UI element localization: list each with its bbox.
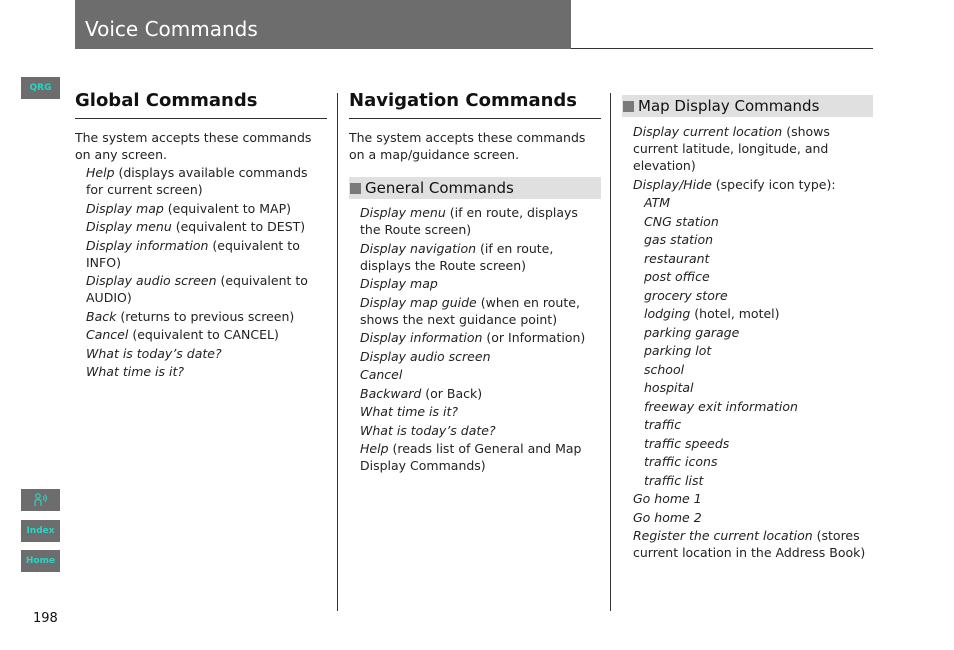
command-item — [349, 294, 601, 328]
command-note: (shows current latitude, longitude, and elevation) — [633, 124, 830, 173]
command-name: freeway exit information — [644, 398, 798, 414]
command-name: What is today’s date? — [86, 345, 222, 361]
command-name: Register the current location — [633, 528, 813, 543]
command-item — [349, 329, 601, 346]
command-name: post office — [644, 269, 710, 284]
command-item — [622, 435, 873, 452]
command-name: parking lot — [644, 343, 712, 358]
command-name: Display map — [360, 276, 438, 291]
navigation-intro: The system accepts these commands on a map/guidance screen. — [349, 130, 586, 162]
command-name: hospital — [644, 380, 694, 395]
command-item — [349, 275, 601, 292]
command-name: school — [644, 361, 685, 377]
header-rule — [571, 48, 873, 49]
global-commands-section — [75, 90, 327, 382]
command-item — [622, 287, 873, 304]
command-note: (displays available commands for current screen) — [86, 165, 308, 197]
command-item — [75, 363, 327, 380]
command-note: (if en route, displays the Route screen) — [360, 240, 554, 273]
qrg-tab[interactable]: QRG — [21, 77, 60, 99]
navigation-commands-title: Navigation Commands — [349, 90, 578, 111]
global-command-list — [75, 164, 327, 380]
command-name: Display/Hide — [633, 176, 712, 192]
command-name: Go home 1 — [633, 491, 702, 506]
column-divider — [337, 93, 338, 611]
command-name: Display audio screen — [86, 273, 217, 288]
command-name: restaurant — [644, 250, 710, 266]
command-note: (reads list of General and Map Display Commands) — [360, 441, 582, 473]
command-name: lodging — [644, 306, 691, 321]
command-name: traffic speeds — [644, 435, 730, 451]
command-name: Display map guide — [360, 294, 477, 310]
command-item — [349, 385, 601, 402]
command-item — [75, 237, 327, 271]
command-item — [622, 416, 873, 433]
command-name: What time is it? — [86, 364, 184, 379]
square-bullet-icon — [350, 183, 361, 194]
map-display-section — [622, 95, 873, 563]
command-name: ATM — [644, 195, 671, 210]
column-divider — [610, 93, 611, 611]
general-command-list — [349, 204, 601, 474]
command-name: Cancel — [86, 327, 129, 342]
map-display-command-list — [622, 123, 873, 561]
command-item — [75, 200, 327, 217]
command-note: (or Information) — [482, 330, 586, 345]
command-name: Display menu — [360, 205, 446, 220]
navigation-commands-section — [349, 90, 601, 476]
command-item — [622, 123, 873, 174]
command-item — [622, 527, 873, 561]
command-note: (equivalent to CANCEL) — [128, 327, 279, 342]
command-item — [75, 164, 327, 198]
map-display-title: Map Display Commands — [638, 97, 820, 115]
title-rule — [349, 118, 601, 119]
command-item — [622, 361, 873, 378]
command-item — [622, 176, 873, 193]
command-item — [622, 398, 873, 415]
command-item — [622, 472, 873, 489]
general-commands-subhead — [349, 177, 601, 199]
command-item — [622, 379, 873, 396]
command-name: What is today’s date? — [360, 422, 496, 438]
map-display-subhead — [622, 95, 873, 117]
command-item — [622, 342, 873, 359]
command-name: Display navigation — [360, 240, 477, 256]
command-note: (when en route, shows the next guidance point) — [360, 294, 580, 327]
command-name: Display information — [86, 237, 209, 253]
command-item — [622, 231, 873, 248]
command-item — [349, 204, 601, 238]
command-name: Backward — [360, 385, 422, 401]
command-item — [622, 305, 873, 322]
general-commands-title: General Commands — [365, 179, 514, 197]
command-name: Display current location — [633, 124, 783, 139]
home-tab[interactable]: Home — [21, 550, 60, 572]
command-name: CNG station — [644, 213, 719, 229]
command-name: Back — [86, 308, 117, 324]
command-name: grocery store — [644, 287, 728, 303]
command-note: (stores current location in the Address Book) — [633, 528, 866, 560]
command-item — [75, 326, 327, 343]
command-item — [622, 490, 873, 507]
command-note: (equivalent to MAP) — [163, 200, 291, 216]
header-bar — [75, 0, 571, 49]
command-name: Display information — [360, 330, 483, 345]
page-title: Voice Commands — [85, 17, 258, 41]
command-note: (equivalent to INFO) — [86, 237, 300, 270]
voice-command-tab[interactable] — [21, 489, 60, 511]
command-item — [349, 440, 601, 474]
command-item — [75, 308, 327, 325]
command-note: (equivalent to AUDIO) — [86, 273, 308, 305]
command-item — [75, 272, 327, 306]
command-name: traffic — [644, 417, 682, 432]
command-item — [622, 194, 873, 211]
command-name: Display menu — [86, 219, 172, 234]
command-name: Cancel — [360, 367, 403, 382]
command-item — [622, 509, 873, 526]
command-item — [349, 348, 601, 365]
command-name: What time is it? — [360, 404, 458, 419]
command-note: (or Back) — [421, 385, 483, 401]
command-item — [349, 403, 601, 420]
command-item — [75, 345, 327, 362]
command-item — [349, 366, 601, 383]
command-name: Display map — [86, 200, 164, 216]
index-tab[interactable]: Index — [21, 520, 60, 542]
command-name: Display audio screen — [360, 348, 491, 364]
command-item — [622, 324, 873, 341]
command-item — [622, 213, 873, 230]
command-item — [622, 250, 873, 267]
command-name: parking garage — [644, 324, 740, 340]
command-name: gas station — [644, 232, 714, 247]
command-item — [622, 268, 873, 285]
title-rule — [75, 118, 327, 119]
command-name: traffic icons — [644, 454, 718, 469]
global-intro: The system accepts these commands on any screen. — [75, 130, 312, 162]
command-note: (if en route, displays the Route screen) — [360, 205, 578, 237]
global-commands-title: Global Commands — [75, 90, 258, 111]
command-item — [349, 422, 601, 439]
command-item — [349, 240, 601, 274]
command-item — [75, 218, 327, 235]
command-item — [622, 453, 873, 470]
command-note: (equivalent to DEST) — [171, 219, 306, 234]
command-note: (specify icon type): — [711, 176, 836, 192]
command-name: Help — [86, 165, 115, 180]
voice-command-icon — [32, 492, 50, 508]
command-name: traffic list — [644, 472, 704, 488]
page-number: 198 — [33, 611, 58, 626]
command-name: Help — [360, 441, 389, 456]
command-name: Go home 2 — [633, 509, 702, 525]
command-note: (returns to previous screen) — [116, 308, 295, 324]
command-note: (hotel, motel) — [690, 306, 780, 321]
square-bullet-icon — [623, 101, 634, 112]
